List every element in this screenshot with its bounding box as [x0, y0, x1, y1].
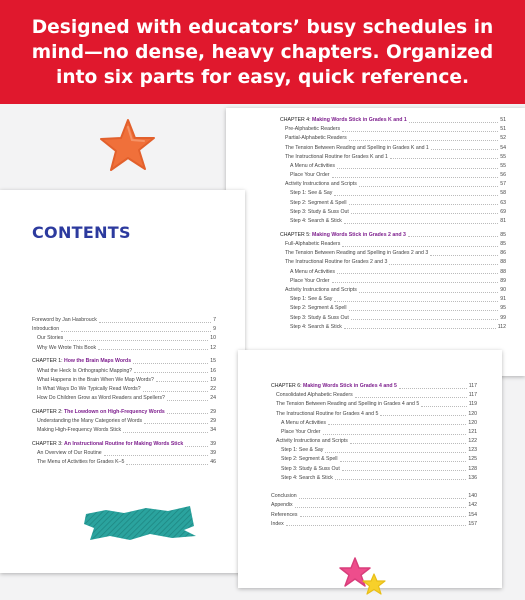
toc-entry	[32, 426, 216, 435]
toc-entry	[280, 277, 506, 286]
page-number: 15	[210, 358, 216, 365]
dot-leader	[65, 340, 208, 341]
page-number: 39	[210, 450, 216, 457]
toc-entry	[280, 240, 506, 249]
toc-entry	[32, 376, 216, 385]
toc-chapter-entry	[32, 408, 216, 417]
toc-entry-title: The Tension Between Reading and Spelling in Grades 2 and 3	[285, 250, 429, 257]
toc-entry-title: A Menu of Activities	[290, 162, 335, 169]
toc-entry	[280, 314, 506, 323]
toc-entry-title: Consolidated Alphabetic Readers	[276, 392, 353, 399]
toc-entry	[32, 417, 216, 426]
toc-entry	[280, 217, 506, 226]
toc-entry	[32, 344, 216, 353]
page-number: 55	[500, 153, 506, 160]
page-number: 52	[500, 135, 506, 142]
page-number: 91	[500, 296, 506, 303]
toc-entry	[280, 295, 506, 304]
dot-leader	[431, 149, 498, 150]
toc-entry	[271, 410, 477, 419]
page-number: 46	[210, 459, 216, 466]
chapter-title: Making Words Stick in Grades 2 and 3	[312, 231, 406, 238]
page-number: 154	[468, 511, 477, 518]
toc-chapter-entry	[32, 357, 216, 366]
toc-list	[280, 116, 506, 332]
toc-entry-title: The Instructional Routine for Grades 2 and 3	[285, 259, 388, 266]
dot-leader	[134, 372, 208, 373]
toc-entry-title: In What Ways Do We Typically Read Words?	[37, 385, 141, 392]
toc-entry	[271, 456, 477, 465]
toc-entry	[280, 134, 506, 143]
page-number: 58	[500, 190, 506, 197]
dot-leader	[359, 292, 498, 293]
banner-line-2: mind—no dense, heavy chapters. Organized	[31, 42, 494, 63]
chapter-title: How the Brain Maps Words	[64, 358, 132, 365]
dot-leader	[61, 331, 211, 332]
orange-star-icon	[96, 117, 158, 177]
dot-leader	[295, 507, 467, 508]
toc-entry-title: An Overview of Our Routine	[37, 450, 102, 457]
dot-leader	[344, 328, 496, 329]
dot-leader	[409, 122, 498, 123]
toc-entry-title: The Instructional Routine for Grades 4 and 5	[276, 410, 379, 417]
toc-entry	[280, 153, 506, 162]
dot-leader	[340, 461, 467, 462]
dot-leader	[349, 310, 499, 311]
page-number: 88	[500, 268, 506, 275]
chapter-number: CHAPTER 2:	[32, 408, 63, 415]
toc-page-chapter-6	[238, 350, 502, 588]
toc-entry	[32, 316, 216, 325]
toc-list	[32, 316, 216, 468]
dot-leader	[351, 213, 498, 214]
toc-entry	[32, 385, 216, 394]
toc-entry-title: Step 1: See & Say	[290, 190, 333, 197]
dot-leader	[351, 319, 498, 320]
dot-leader	[334, 195, 498, 196]
dot-leader	[126, 464, 208, 465]
toc-entry-title: Making High-Frequency Words Stick	[37, 427, 122, 434]
chapter-heading	[280, 116, 407, 125]
toc-entry-title: Step 3: Study & Suss Out	[281, 465, 340, 472]
toc-chapter-entry	[271, 382, 477, 391]
teal-tape-icon	[80, 500, 200, 545]
toc-entry-title: Conclusion	[271, 493, 297, 500]
chapter-number: CHAPTER 1:	[32, 358, 63, 365]
toc-entry	[280, 162, 506, 171]
toc-entry	[280, 249, 506, 258]
dot-leader	[123, 432, 208, 433]
yellow-star-icon	[362, 573, 386, 597]
dot-leader	[156, 381, 208, 382]
chapter-title: An Instructional Routine for Making Words Stick	[64, 441, 184, 448]
dot-leader	[344, 223, 498, 224]
dot-leader	[185, 446, 208, 447]
page-number: 57	[500, 181, 506, 188]
dot-leader	[337, 273, 498, 274]
page-number: 128	[468, 465, 477, 472]
toc-entry	[271, 511, 477, 520]
toc-entry	[280, 144, 506, 153]
page-number: 120	[468, 410, 477, 417]
toc-entry-title: Our Stories	[37, 335, 64, 342]
page-number: 69	[500, 208, 506, 215]
toc-entry-title: Step 3: Study & Suss Out	[290, 208, 349, 215]
dot-leader	[104, 455, 209, 456]
chapter-number: CHAPTER 3:	[32, 441, 63, 448]
page-number: 9	[213, 326, 216, 333]
toc-entry-title: Introduction	[32, 326, 60, 333]
page-number: 63	[500, 199, 506, 206]
dot-leader	[167, 400, 208, 401]
dot-leader	[342, 470, 467, 471]
dot-leader	[98, 349, 208, 350]
dot-leader	[342, 131, 498, 132]
chapter-title: Making Words Stick in Grades K and 1	[312, 116, 407, 123]
toc-entry	[280, 180, 506, 189]
dot-leader	[355, 397, 467, 398]
page-number: 39	[210, 441, 216, 448]
toc-entry-title: Index	[271, 520, 284, 527]
page-number: 55	[500, 162, 506, 169]
toc-entry	[271, 428, 477, 437]
page-number: 140	[468, 493, 477, 500]
toc-entry	[32, 367, 216, 376]
dot-leader	[399, 388, 467, 389]
toc-chapter-entry	[32, 440, 216, 449]
toc-entry-title: Step 4: Search & Stick	[290, 218, 342, 225]
page-number: 19	[210, 376, 216, 383]
chapter-title: The Lowdown on High-Frequency Words	[64, 408, 165, 415]
page-number: 88	[500, 259, 506, 266]
dot-leader	[430, 255, 498, 256]
toc-chapter-entry	[280, 116, 506, 125]
page-number: 54	[500, 144, 506, 151]
chapter-number: CHAPTER 5:	[280, 231, 311, 238]
toc-entry	[271, 492, 477, 501]
page-number: 12	[210, 344, 216, 351]
toc-entry-title: Foreword by Jan Hasbrouck	[32, 316, 97, 323]
page-number: 90	[500, 286, 506, 293]
dot-leader	[408, 236, 498, 237]
toc-entry-title: The Instructional Routine for Grades K and 1	[285, 153, 388, 160]
toc-entry	[32, 325, 216, 334]
toc-entry-title: References	[271, 511, 298, 518]
chapter-title: Making Words Stick in Grades 4 and 5	[303, 382, 397, 389]
toc-entry-title: A Menu of Activities	[290, 268, 335, 275]
page-number: 89	[500, 277, 506, 284]
dot-leader	[337, 168, 498, 169]
toc-entry	[271, 520, 477, 529]
dot-leader	[335, 479, 466, 480]
page-number: 157	[468, 520, 477, 527]
dot-leader	[349, 140, 499, 141]
page-number: 136	[468, 474, 477, 481]
page-number: 34	[210, 427, 216, 434]
page-number: 117	[468, 392, 477, 399]
page-number: 142	[468, 502, 477, 509]
dot-leader	[350, 443, 467, 444]
dot-leader	[332, 177, 499, 178]
toc-entry-title: Step 4: Search & Stick	[281, 474, 333, 481]
toc-entry-title: Activity Instructions and Scripts	[285, 181, 357, 188]
page-number: 22	[210, 385, 216, 392]
page-number: 29	[210, 418, 216, 425]
toc-entry	[32, 334, 216, 343]
dot-leader	[299, 498, 467, 499]
toc-entry	[280, 171, 506, 180]
page-number: 29	[210, 408, 216, 415]
toc-entry-title: The Tension Between Reading and Spelling in Grades K and 1	[285, 144, 429, 151]
toc-entry	[32, 449, 216, 458]
chapter-heading	[280, 231, 406, 240]
toc-entry	[32, 458, 216, 467]
toc-entry	[280, 304, 506, 313]
toc-entry-title: Pre-Alphabetic Readers	[285, 126, 341, 133]
toc-entry	[280, 199, 506, 208]
page-number: 120	[468, 419, 477, 426]
dot-leader	[359, 186, 498, 187]
toc-entry	[280, 125, 506, 134]
page-number: 112	[497, 323, 506, 330]
page-number: 121	[468, 428, 477, 435]
toc-entry	[280, 323, 506, 332]
dot-leader	[325, 452, 466, 453]
toc-entry	[32, 394, 216, 403]
toc-entry-title: Understanding the Many Categories of Words	[37, 418, 143, 425]
toc-entry	[271, 474, 477, 483]
toc-chapter-entry	[280, 231, 506, 240]
page-number: 7	[213, 316, 216, 323]
dot-leader	[389, 264, 498, 265]
dot-leader	[390, 158, 498, 159]
chapter-heading	[271, 382, 397, 391]
toc-entry-title: Appendix	[271, 502, 293, 509]
page-number: 81	[500, 218, 506, 225]
toc-entry-title: What Happens in the Brain When We Map Words?	[37, 376, 154, 383]
toc-entry-title: A Menu of Activities	[281, 419, 326, 426]
toc-entry	[271, 391, 477, 400]
dot-leader	[342, 246, 498, 247]
dot-leader	[323, 434, 467, 435]
page-number: 122	[468, 438, 477, 445]
dot-leader	[380, 415, 466, 416]
banner-line-3: into six parts for easy, quick reference.	[55, 67, 470, 88]
banner-line-1: Designed with educators’ busy schedules in	[31, 17, 494, 38]
dot-leader	[143, 391, 209, 392]
toc-entry-title: Why We Wrote This Book	[37, 344, 97, 351]
chapter-heading	[32, 440, 183, 449]
toc-entry	[280, 208, 506, 217]
toc-entry	[280, 268, 506, 277]
toc-entry	[271, 446, 477, 455]
page-number: 123	[468, 447, 477, 454]
chapter-heading	[32, 408, 165, 417]
page-number: 85	[500, 231, 506, 238]
toc-entry-title: Activity Instructions and Scripts	[285, 286, 357, 293]
dot-leader	[167, 413, 208, 414]
dot-leader	[133, 363, 208, 364]
chapter-number: CHAPTER 6:	[271, 382, 302, 389]
toc-entry	[280, 286, 506, 295]
dot-leader	[328, 424, 466, 425]
dot-leader	[286, 525, 467, 526]
page-number: 86	[500, 250, 506, 257]
toc-entry	[280, 258, 506, 267]
page-number: 10	[210, 335, 216, 342]
dot-leader	[144, 423, 208, 424]
toc-entry-title: Step 1: See & Say	[290, 296, 333, 303]
toc-entry-title: Step 2: Segment & Spell	[281, 456, 338, 463]
toc-entry-title: Step 3: Study & Suss Out	[290, 314, 349, 321]
page-number: 119	[468, 401, 477, 408]
page-number: 95	[500, 305, 506, 312]
page-number: 117	[468, 382, 477, 389]
toc-entry-title: Place Your Order	[290, 172, 330, 179]
toc-entry	[271, 501, 477, 510]
page-number: 51	[500, 116, 506, 123]
toc-entry-title: Step 2: Segment & Spell	[290, 305, 347, 312]
chapter-heading	[32, 357, 131, 366]
toc-entry-title: Step 2: Segment & Spell	[290, 199, 347, 206]
page-number: 16	[210, 367, 216, 374]
page-number: 24	[210, 395, 216, 402]
page-number: 99	[500, 314, 506, 321]
toc-entry	[271, 437, 477, 446]
page-number: 125	[468, 456, 477, 463]
toc-entry-title: How Do Children Grow as Word Readers and Spellers?	[37, 395, 165, 402]
toc-entry	[271, 419, 477, 428]
toc-list	[271, 382, 477, 529]
toc-entry-title: The Tension Between Reading and Spelling in Grades 4 and 5	[276, 401, 420, 408]
toc-entry-title: Full-Alphabetic Readers	[285, 241, 341, 248]
toc-entry-title: The Menu of Activities for Grades K–5	[37, 459, 125, 466]
chapter-number: CHAPTER 4:	[280, 116, 311, 123]
page-number: 85	[500, 241, 506, 248]
page-number: 51	[500, 126, 506, 133]
dot-leader	[300, 516, 467, 517]
toc-entry-title: Partial-Alphabetic Readers	[285, 135, 347, 142]
toc-entry-title: What the Heck Is Orthographic Mapping?	[37, 367, 133, 374]
promo-banner	[0, 0, 525, 104]
dot-leader	[332, 282, 499, 283]
toc-page-chapters-4-5	[226, 108, 525, 376]
dot-leader	[421, 406, 466, 407]
dot-leader	[99, 322, 211, 323]
toc-entry-title: Place Your Order	[281, 428, 321, 435]
toc-entry	[280, 190, 506, 199]
dot-leader	[334, 301, 498, 302]
toc-entry-title: Place Your Order	[290, 277, 330, 284]
toc-entry-title: Activity Instructions and Scripts	[276, 438, 348, 445]
page-number: 56	[500, 172, 506, 179]
toc-entry	[271, 465, 477, 474]
contents-title: CONTENTS	[32, 223, 131, 242]
dot-leader	[349, 204, 499, 205]
toc-entry-title: Step 4: Search & Stick	[290, 323, 342, 330]
toc-entry-title: Step 1: See & Say	[281, 447, 324, 454]
toc-entry	[271, 400, 477, 409]
